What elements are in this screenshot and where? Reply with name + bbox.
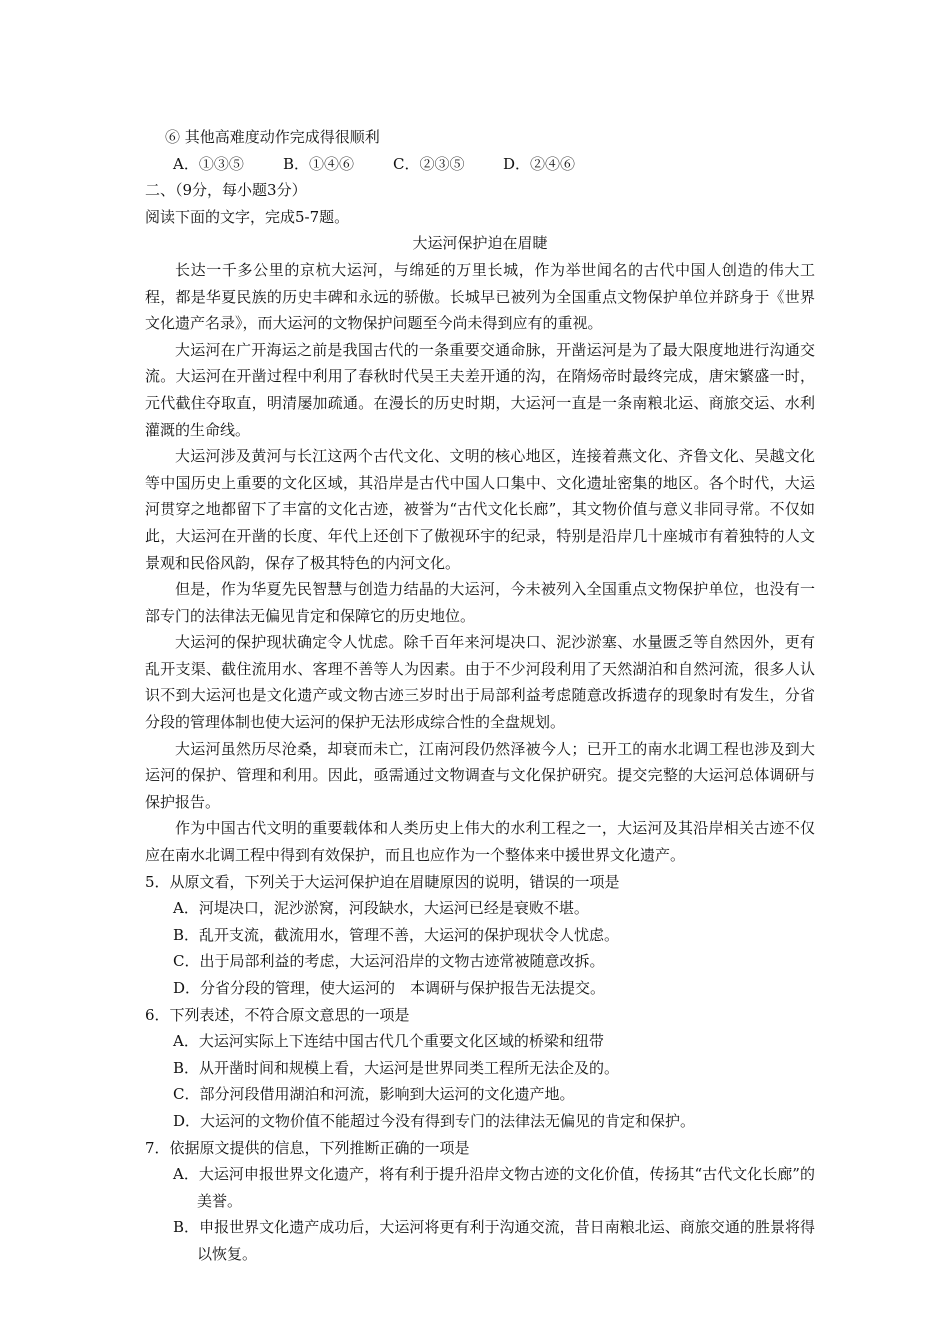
prev-option-b: B．①④⑥ xyxy=(283,154,355,173)
option-a: A．大运河实际上下连结中国古代几个重要文化区域的桥梁和纽带 xyxy=(173,1032,604,1051)
question-stem: 7．依据原文提供的信息，下列推断正确的一项是 xyxy=(145,1138,470,1157)
question-6 xyxy=(145,1002,815,1135)
option-b: B．申报世界文化遗产成功后，大运河将更有利于沟通交流，昔日南粮北运、商旅交通的胜景将得以恢复。 xyxy=(173,1218,815,1263)
question-7 xyxy=(145,1135,815,1268)
option-d: D．分省分段的管理，使大运河的 本调研与保护报告无法提交。 xyxy=(173,979,606,997)
article-paragraph-5: 大运河的保护现状确定令人忧虑。除千百年来河堤决口、泥沙淤塞、水量匮乏等自然因外，更有乱开支渠、截住流用水、客理不善等人为因素。由于不少河段利用了天然湖泊和自然河流，很多人认识不到大运河也是文化遗产或文物古迹三岁时出于局部利益考虑随意改拆遗存的现象时有发生，分省分段的管理体制也使大运河的保护无法形成综合性的全盘规划。 xyxy=(145,633,815,732)
prev-item-options xyxy=(145,151,815,178)
prev-option-c: C．②③⑤ xyxy=(393,154,465,173)
article-paragraph-7: 作为中国古代文明的重要载体和人类历史上伟大的水利工程之一，大运河及其沿岸相关古迹不仅应在南水北调工程中得到有效保护，而且也应作为一个整体来中援世界文化遗产。 xyxy=(145,819,815,865)
article-paragraph-4: 但是，作为华夏先民智慧与创造力结晶的大运河，今未被列入全国重点文物保护单位，也没有一部专门的法律法无偏见肯定和保障它的历史地位。 xyxy=(145,580,815,625)
option-b: B．从开凿时间和规模上看，大运河是世界同类工程所无法企及的。 xyxy=(173,1058,620,1077)
option-a: A．大运河申报世界文化遗产，将有利于提升沿岸文物古迹的文化价值，传扬其“古代文化长廊”的美誉。 xyxy=(173,1165,815,1210)
question-stem: 6．下列表述，不符合原文意思的一项是 xyxy=(145,1005,410,1024)
article-paragraph-1: 长达一千多公里的京杭大运河，与绵延的万里长城，作为举世闻名的古代中国人创造的伟大工程，都是华夏民族的历史丰碑和永远的骄傲。长城早已被列为全国重点文物保护单位并跻身于《世界文化遗产名录》，而大运河的文物保护问题至今尚未得到应有的重视。 xyxy=(145,260,815,333)
option-c: C．出于局部利益的考虑，大运河沿岸的文物古迹常被随意改拆。 xyxy=(173,952,605,971)
option-b: B．乱开支流，截流用水，管理不善，大运河的保护现状令人忧虑。 xyxy=(173,925,620,944)
prev-option-a: A．①③⑤ xyxy=(173,154,244,173)
question-5 xyxy=(145,869,815,1002)
option-c: C．部分河段借用湖泊和河流，影响到大运河的文化遗产地。 xyxy=(173,1085,575,1104)
question-stem: 5．从原文看，下列关于大运河保护迫在眉睫原因的说明，错误的一项是 xyxy=(145,872,620,891)
option-d: D．大运河的文物价值不能超过今没有得到专门的法律法无偏见的肯定和保护。 xyxy=(173,1111,696,1130)
page-content xyxy=(145,124,815,1268)
option-a: A．河堤决口，泥沙淤窝，河段缺水，大运河已经是衰败不堪。 xyxy=(173,899,589,918)
prev-option-d: D．②④⑥ xyxy=(503,154,576,173)
article-title: 大运河保护迫在眉睫 xyxy=(412,234,548,253)
prev-item-line: ⑥ 其他高难度动作完成得很顺利 xyxy=(165,128,380,146)
article-paragraph-2: 大运河在广开海运之前是我国古代的一条重要交通命脉，开凿运河是为了最大限度地进行沟通交流。大运河在开凿过程中利用了春秋时代吴王夫差开通的沟，在隋炀帝时最终完成，唐宋繁盛一时，元代截住夺取直，明清屡加疏通。在漫长的历史时期，大运河一直是一条南粮北运、商旅交运、水利灌溉的生命线。 xyxy=(145,340,815,439)
article-paragraph-6: 大运河虽然历尽沧桑，却衰而未亡，江南河段仍然泽被今人；已开工的南水北调工程也涉及到大运河的保护、管理和利用。因此，亟需通过文物调查与文化保护研究。提交完整的大运河总体调研与保护报告。 xyxy=(145,739,815,811)
section-instruction: 阅读下面的文字，完成5-7题。 xyxy=(145,207,350,226)
section-heading: 二、（9分，每小题3分） xyxy=(145,181,307,200)
article-paragraph-3: 大运河涉及黄河与长江这两个古代文化、文明的核心地区，连接着燕文化、齐鲁文化、吴越文化等中国历史上重要的文化区域，其沿岸是古代中国人口集中、文化遗址密集的地区。各个时代，大运河贯穿之地都留下了丰富的文化古迹，被誉为“古代文化长廊”，其文物价值与意义非同寻常。不仅如此，大运河在开凿的长度、年代上还创下了傲视环宇的纪录，特别是沿岸几十座城市有着独特的人文景观和民俗风韵，保存了极其特色的内河文化。 xyxy=(145,447,815,572)
